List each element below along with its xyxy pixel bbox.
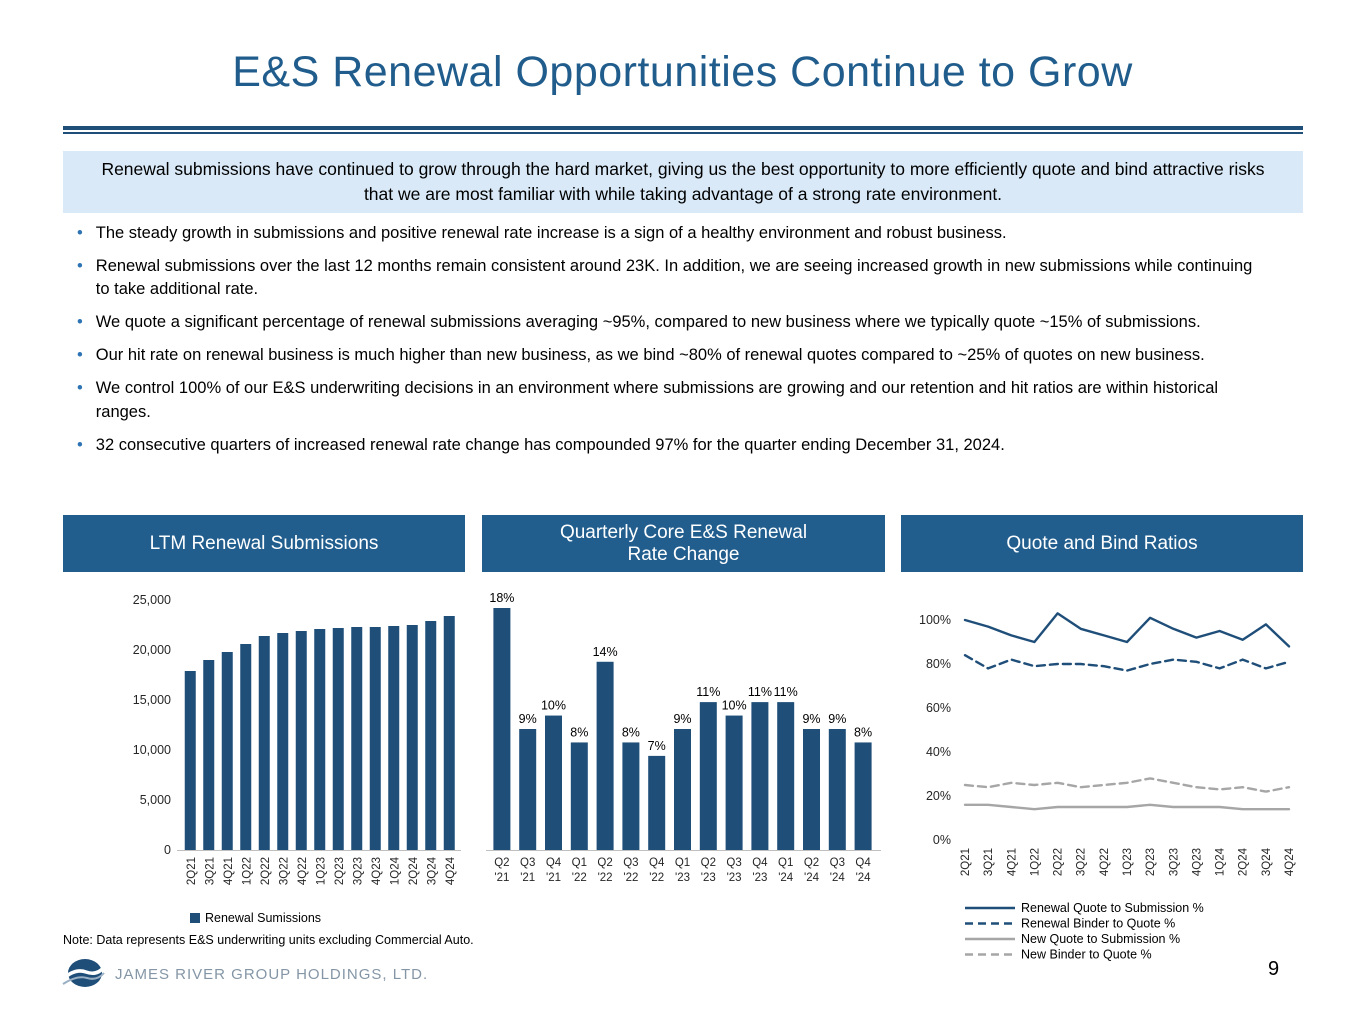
bullet-text: • Renewal submissions over the last 12 months remain consistent around 23K. In addition, we are seeing increased growth in new submissions while continuing to take additional rate. (95, 257, 1253, 299)
legend-label: New Quote to Submission % (1021, 932, 1181, 946)
bar-data-label: 9% (518, 712, 537, 726)
x-axis-tick-label: Q3 (623, 857, 639, 869)
y-axis-tick-label: 20,000 (132, 643, 171, 657)
x-axis-tick-label: 4Q22 (1098, 848, 1111, 877)
x-axis-tick-label: 2Q24 (1237, 848, 1250, 877)
bar-Q421 (545, 716, 562, 850)
panel-header-line-2: Rate Change (627, 543, 740, 565)
quote-and-bind-ratios-chart (901, 572, 1303, 967)
series-renewal-quote-to-submission- (965, 613, 1289, 646)
legend-swatch (190, 913, 200, 923)
bullet-item (63, 434, 1268, 457)
bar-Q221 (493, 608, 510, 850)
x-axis-tick-label: 1Q23 (315, 857, 328, 886)
bullet-list (63, 222, 1268, 467)
bar-data-label: 18% (489, 591, 515, 605)
x-axis-tick-label: 1Q24 (1214, 848, 1227, 877)
bar-data-label: 8% (854, 725, 873, 740)
bar-Q422 (648, 756, 665, 850)
bar-1Q22 (240, 644, 251, 850)
y-axis-tick-label: 15,000 (132, 693, 171, 707)
bar-Q124 (777, 702, 794, 850)
legend-label: Renewal Quote to Submission % (1021, 901, 1204, 915)
panel-header-label: LTM Renewal Submissions (149, 532, 379, 554)
bar-Q324 (829, 729, 846, 850)
x-axis-tick-label: 1Q24 (389, 857, 402, 886)
series-new-binder-to-quote- (965, 778, 1289, 791)
y-axis-tick-label: 5,000 (139, 793, 171, 807)
x-axis-tick-label: 1Q23 (1122, 848, 1134, 877)
y-axis-tick-label: 100% (919, 613, 951, 627)
x-axis-tick-label: 3Q23 (1168, 848, 1181, 877)
title-divider (63, 126, 1303, 134)
ltm-renewal-submissions-chart (63, 572, 465, 933)
x-axis-tick-label: Q4 (649, 857, 665, 869)
bar-4Q22 (296, 631, 307, 850)
chart-title-ltm-renewal-submissions (63, 515, 465, 572)
chart-title-quote-and-bind-ratios (901, 515, 1303, 572)
x-axis-tick-label: '24 (804, 872, 819, 884)
bar-Q223 (700, 702, 717, 850)
page-number: 9 (1268, 958, 1280, 980)
bar-2Q22 (259, 636, 270, 850)
y-axis-tick-label: 60% (925, 701, 951, 715)
x-axis-tick-label: '23 (675, 872, 690, 884)
bullet-item (63, 255, 1268, 301)
x-axis-tick-label: '23 (700, 872, 716, 884)
x-axis-tick-label: 4Q21 (222, 857, 235, 886)
x-axis-tick-label: 3Q21 (983, 848, 996, 877)
bar-3Q24 (425, 621, 436, 850)
bar-Q323 (726, 716, 743, 850)
bullet-item (63, 311, 1268, 334)
x-axis-tick-label: Q3 (829, 857, 845, 869)
chart-title-quarterly-renewal-rate-change (482, 515, 885, 572)
logo-mark-icon (60, 956, 106, 992)
bullet-item (63, 222, 1268, 245)
x-axis-tick-label: 2Q21 (185, 857, 198, 886)
bar-data-label: 9% (802, 712, 821, 726)
highlight-box: Renewal submissions have continued to grow through the hard market, giving us the best opportunity to more efficiently quote and bind attractive risks that we are most familiar with while taking advantage of a strong rate environment. (63, 151, 1303, 213)
bar-data-label: 9% (828, 712, 847, 726)
series-renewal-binder-to-quote- (965, 655, 1289, 670)
bar-1Q24 (388, 626, 399, 850)
y-axis-tick-label: 40% (925, 745, 951, 759)
x-axis-tick-label: 3Q24 (1260, 848, 1273, 877)
x-axis-tick-label: 1Q22 (241, 857, 254, 886)
y-axis-tick-label: 0% (932, 833, 951, 847)
x-axis-tick-label: 2Q24 (407, 857, 420, 886)
footnote: Note: Data represents E&S underwriting units excluding Commercial Auto. (63, 933, 474, 947)
x-axis-tick-label: 2Q23 (1145, 848, 1158, 877)
page-title: E&S Renewal Opportunities Continue to Grow (232, 48, 1133, 96)
bullet-text: • Our hit rate on renewal business is much higher than new business, as we bind ~80% of renewal quotes compared to ~25% of quotes on new business. (95, 346, 1205, 365)
bar-data-label: 9% (673, 712, 692, 726)
bar-Q222 (597, 662, 614, 850)
x-axis-tick-label: '22 (571, 872, 587, 884)
logo-text: JAMES RIVER GROUP HOLDINGS, LTD. (115, 965, 429, 983)
x-axis-tick-label: 4Q24 (444, 857, 457, 886)
x-axis-tick-label: Q1 (571, 857, 587, 869)
bar-2Q23 (333, 628, 344, 850)
bar-Q423 (751, 702, 768, 850)
x-axis-tick-label: 2Q22 (259, 857, 272, 886)
bullet-text: • We quote a significant percentage of renewal submissions averaging ~95%, compared to new business where we typically quote ~15% of submissions. (95, 313, 1201, 332)
x-axis-tick-label: 3Q23 (352, 857, 365, 886)
x-axis-tick-label: '23 (726, 872, 742, 884)
x-axis-tick-label: 2Q21 (960, 848, 972, 877)
bar-Q123 (674, 729, 691, 850)
y-axis-tick-label: 10,000 (132, 743, 171, 757)
x-axis-tick-label: '21 (546, 872, 561, 884)
x-axis-tick-label: Q1 (778, 857, 794, 869)
series-new-quote-to-submission- (965, 805, 1289, 809)
x-axis-tick-label: 2Q23 (333, 857, 346, 886)
x-axis-tick-label: Q2 (803, 857, 820, 869)
x-axis-tick-label: 4Q24 (1284, 848, 1296, 877)
panel-quarterly-renewal-rate-change (482, 515, 885, 933)
x-axis-tick-label: Q4 (545, 857, 562, 869)
bar-data-label: 10% (721, 698, 747, 713)
x-axis-tick-label: 3Q22 (1075, 848, 1088, 877)
panel-header-label: Quote and Bind Ratios (1006, 532, 1198, 554)
panel-header-line-1: Quarterly Core E&S Renewal (559, 521, 808, 543)
y-axis-tick-label: 20% (925, 789, 951, 803)
bar-data-label: 8% (570, 725, 589, 740)
bullet-item (63, 344, 1268, 367)
x-axis-tick-label: 4Q22 (296, 857, 309, 886)
x-axis-tick-label: Q2 (597, 857, 613, 869)
bar-3Q22 (277, 633, 288, 850)
bar-data-label: 11% (747, 685, 772, 700)
x-axis-tick-label: 4Q23 (370, 857, 383, 886)
x-axis-tick-label: Q1 (674, 857, 691, 869)
x-axis-tick-label: '21 (520, 872, 536, 884)
panel-header-label (560, 522, 807, 566)
x-axis-tick-label: 3Q24 (426, 857, 439, 886)
bar-Q321 (519, 729, 536, 850)
x-axis-tick-label: '22 (597, 872, 613, 884)
bullet-text: • The steady growth in submissions and positive renewal rate increase is a sign of a healthy environment and robust business. (95, 224, 1007, 242)
panel-ltm-renewal-submissions (63, 515, 465, 933)
x-axis-tick-label: Q3 (520, 857, 536, 869)
x-axis-tick-label: Q2 (700, 857, 716, 869)
divider-thick-line (63, 126, 1303, 130)
x-axis-tick-label: 2Q22 (1052, 848, 1065, 877)
bar-2Q21 (185, 671, 196, 850)
y-axis-tick-label: 0 (164, 843, 171, 857)
x-axis-tick-label: '22 (623, 872, 639, 884)
bar-Q322 (622, 742, 639, 850)
bar-data-label: 8% (621, 725, 640, 740)
x-axis-tick-label: 4Q21 (1006, 848, 1019, 877)
bar-data-label: 7% (647, 738, 666, 753)
bar-Q122 (571, 742, 588, 850)
bar-2Q24 (407, 625, 418, 850)
x-axis-tick-label: 4Q23 (1191, 848, 1204, 877)
legend-label: New Binder to Quote % (1021, 947, 1152, 962)
bar-4Q24 (444, 616, 455, 850)
bullet-item (63, 377, 1268, 423)
bar-Q424 (855, 742, 872, 850)
company-logo (60, 956, 428, 992)
x-axis-tick-label: Q3 (726, 857, 742, 869)
x-axis-tick-label: '22 (649, 872, 665, 884)
x-axis-tick-label: 3Q21 (204, 857, 217, 886)
x-axis-tick-label: '21 (494, 872, 510, 884)
bar-4Q21 (222, 652, 233, 850)
x-axis-tick-label: Q4 (752, 857, 768, 869)
x-axis-tick-label: Q2 (494, 857, 510, 869)
bar-data-label: 10% (540, 698, 567, 713)
x-axis-tick-label: 1Q22 (1029, 848, 1042, 877)
legend-label: Renewal Sumissions (205, 911, 322, 925)
panel-quote-and-bind-ratios (901, 515, 1303, 967)
y-axis-tick-label: 25,000 (132, 593, 171, 607)
bar-Q224 (803, 729, 820, 850)
bullet-text: • We control 100% of our E&S underwriting decisions in an environment where submissions are growing and our retention and hit ratios are within historical ranges. (95, 379, 1219, 421)
legend-label: Renewal Binder to Quote % (1021, 916, 1176, 931)
bullet-text: • 32 consecutive quarters of increased renewal rate change has compounded 97% for the quarter ending December 31, 2024. (95, 435, 1005, 454)
x-axis-tick-label: '23 (752, 872, 768, 884)
bar-data-label: 11% (773, 685, 798, 700)
bar-3Q21 (203, 660, 214, 850)
x-axis-tick-label: '24 (778, 872, 794, 884)
x-axis-tick-label: 3Q22 (278, 857, 291, 886)
bar-data-label: 14% (592, 644, 618, 659)
bar-1Q23 (314, 629, 325, 850)
bar-data-label: 11% (696, 685, 721, 700)
bar-3Q23 (351, 627, 362, 850)
y-axis-tick-label: 80% (925, 657, 951, 671)
bar-4Q23 (370, 627, 381, 850)
quarterly-renewal-rate-change-chart (482, 572, 885, 933)
divider-thin-line (63, 132, 1303, 134)
x-axis-tick-label: Q4 (855, 857, 871, 869)
x-axis-tick-label: '24 (829, 872, 845, 884)
x-axis-tick-label: '24 (855, 872, 871, 884)
